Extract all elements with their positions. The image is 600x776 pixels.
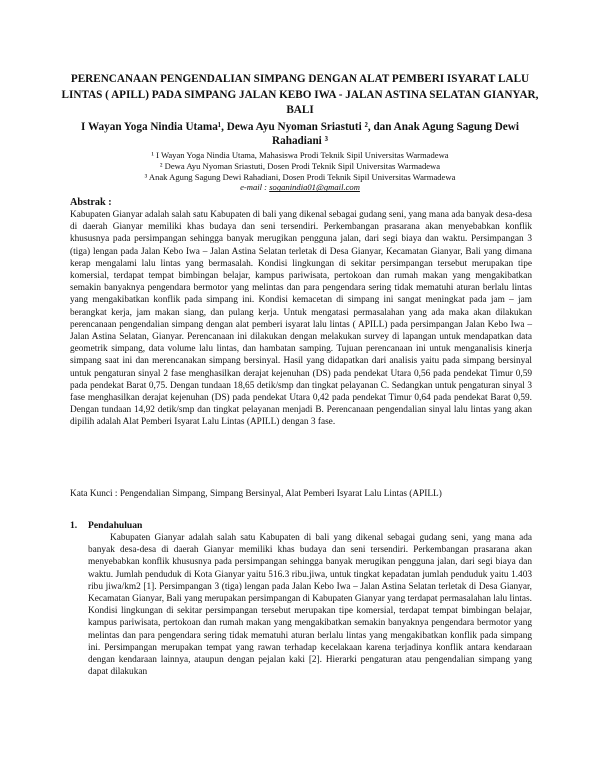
section-heading — [70, 520, 142, 531]
author-list: I Wayan Yoga Nindia Utama¹, Dewa Ayu Nyoman Sriastuti ², dan Anak Agung Sagung Dewi Rahadiani ³ — [81, 121, 519, 147]
affiliation-2: ² Dewa Ayu Nyoman Sriastuti, Dosen Prodi Teknik Sipil Universitas Warmadewa — [159, 160, 441, 171]
intro-paragraph: Kabupaten Gianyar adalah salah satu Kabupaten di bali yang dikenal sebagai gudang seni, yang mana ada banyak desa-desa di daerah Gianyar memiliki khas budaya dan seni tersendiri. Perkembangan prasarana akan menyebabkan konflik khususnya pada persimpangan sehingga banyak merugikan pengguna jalan, dari segi biaya dan waktu. Jumlah penduduk di Kota Gianyar yaitu 516.3 ribu.jiwa, untuk tingkat kepadatan jumlah penduduk yaitu 1.403 ribu jiwa/km2 [1]. Persimpangan 3 (tiga) lengan pada Jalan Kebo Iwa – Jalan Astina Selatan terletak di Desa Gianyar, Kecamatan Gianyar, Bali yang merupakan persimpangan di Kabupaten Gianyar yang terdapat permasalahan lalu lintas. Kondisi lingkungan di sekitar persimpangan tersebut merupakan tipe komersial, terdapat tempat bimbingan belajar, kampus pariwisata, pertokoan dan rumah makan yang mengakibatkan semakin banyaknya pengendara bermotor yang melintas dan para pengendara sering tidak mematuhi aturan berlalu lintas yang mengakibatkan konflik pada simpang ini. Persimpangan merupakan tempat yang rawan terhadap kecelakaan karena terjadinya konflik antara kendaraan dengan kendaraan lainnya, ataupun dengan pejalan kaki [2]. Hierarki pengaturan atau pengendalian simpang yang dapat dilakukan — [88, 533, 532, 678]
keywords: Kata Kunci : Pengendalian Simpang, Simpang Bersinyal, Alat Pemberi Isyarat Lalu Lintas (APILL) — [70, 489, 442, 499]
section-number: 1. — [70, 520, 78, 531]
abstract-heading: Abstrak : — [70, 197, 112, 208]
section-title: Pendahuluan — [88, 520, 143, 531]
paper-title: PERENCANAAN PENGENDALIAN SIMPANG DENGAN ALAT PEMBERI ISYARAT LALU LINTAS ( APILL) PADA SIMPANG JALAN KEBO IWA - JALAN ASTINA SELATAN GIANYAR, BALI — [61, 73, 539, 116]
abstract-body: Kabupaten Gianyar adalah salah satu Kabupaten di bali yang dikenal sebagai gudang seni, yang mana ada banyak desa-desa di daerah Gianyar memiliki khas budaya dan seni tersendiri. Perkembangan prasarana akan menyebabkan konflik khususnya pada persimpangan sehingga banyak merugikan pengguna jalan, dari segi biaya dan waktu. Persimpangan 3 (tiga) lengan pada Jalan Kebo Iwa – Jalan Astina Selatan terletak di Desa Gianyar, Kecamatan Gianyar, Bali yang dimana kerap mengalami lalu lintas yang bermasalah. Kondisi lingkungan di sekitar persimpangan tersebut merupakan tipe komersial, terdapat tempat bimbingan belajar, kampus pariwisata, pertokoan dan rumah makan yang mengakibatkan semakin banyaknya pengendara bermotor yang melintas dan para pengendara sering tidak mematuhi aturan berlalu lintas yang mengakibatkan konflik pada simpang ini. Kondisi kemacetan di simpang ini sangat meningkat pada jam – jam berangkat kerja, jam makan siang, dan pulang kerja. Untuk mengatasi permasalahan yang ada maka akan dilakukan perencanaan pengendalian simpang dengan alat pemberi isyarat lalu lintas ( APILL) pada persimpangan Jalan Kebo Iwa – Jalan Astina Selatan, Gianyar. Perencanaan ini dilakukan dengan melakukan survey di lapangan untuk mendapatkan data geometrik simpang, data volume lalu lintas, dan hambatan samping. Tujuan perencanaan ini untuk menganalisis kinerja simpang saat ini dan merencanakan simpang bersinyal. Hasil yang didapatkan dari analisis yaitu pada simpang bersinyal untuk pengaturan sinyal 2 fase menghasilkan derajat kejenuhan (DS) pada pendekat Utara 0,56 pada pendekat Timur 0,59 pada pendekat Barat 0,75. Dengan tundaan 18,65 detik/smp dan tingkat pelayanan C. Sedangkan untuk pengaturan sinyal 3 fase menghasilkan derajat kejenuhan (DS) pada pendekat Utara 0,42 pada pendekat Timur 0,64 pada pendekat Barat 0,59. Dengan tundaan 14,92 detik/smp dan tingkat pelayanan menjadi B. Perencanaan pengendalian sinyal lalu lintas yang akan dipilih adalah Alat Pemberi Isyarat Lalu Lintas (APILL) dengan 3 fase. — [70, 210, 532, 428]
email-link[interactable]: soganindia01@gmail.com — [269, 182, 360, 193]
email-line — [60, 182, 540, 193]
affiliation-3: ³ Anak Agung Sagung Dewi Rahadiani, Dosen Prodi Teknik Sipil Universitas Warmadewa — [144, 171, 456, 182]
email-label: e-mail : — [240, 182, 268, 193]
affiliations — [60, 150, 540, 193]
affiliation-1: ¹ I Wayan Yoga Nindia Utama, Mahasiswa Prodi Teknik Sipil Universitas Warmadewa — [151, 150, 449, 160]
